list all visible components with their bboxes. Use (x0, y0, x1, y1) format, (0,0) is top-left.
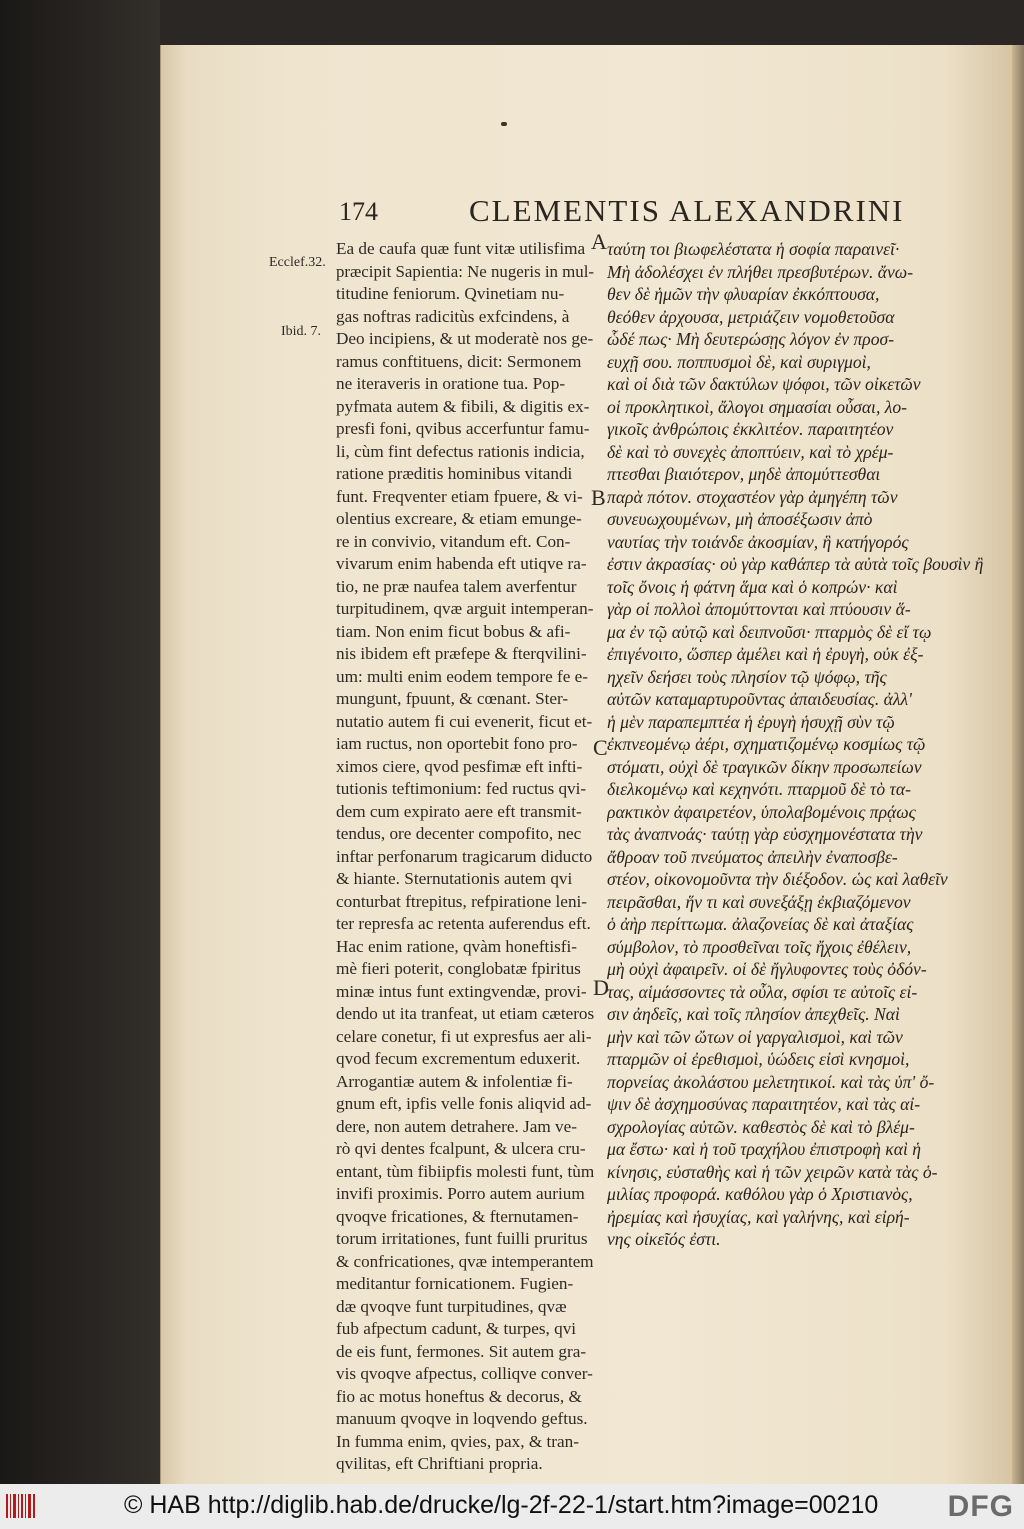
greek-line: στόματι, οὐχὶ δὲ τραγικῶν δίκην προσωπείων (607, 756, 922, 777)
greek-line: ὁ ἀὴρ περίττωμα. ἀλαζονείας δὲ καὶ ἀταξίας (607, 914, 914, 934)
latin-line: presfi foni, qvibus accerfuntur famu- (336, 419, 590, 438)
greek-line: μα ἔστω· καὶ ἡ τοῦ τραχήλου ἐπιστροφὴ καὶ ἡ (607, 1139, 921, 1159)
greek-line: ἐκπνεομένῳ ἀέρι, σχηματιζομένῳ κοσμίως τῷ (607, 734, 926, 754)
greek-line: ὧδέ πως· Μὴ δευτερώσῃς λόγον ἐν προσ- (607, 329, 895, 349)
latin-line: qvod fecum excrementum eduxerit. (336, 1049, 581, 1068)
greek-line: σχρολογίας αὐτῶν. καθεστὸς δὲ καὶ τὸ βλέμ- (607, 1116, 915, 1137)
latin-line: nutatio autem fi cui evenerit, ficut et- (336, 711, 593, 731)
latin-column (336, 238, 594, 1476)
latin-line: dendo ut ita tranfeat, ut etiam cæteros (336, 1004, 595, 1023)
latin-line: gnum eft, ipfis velle fonis aliqvid ad- (336, 1094, 592, 1113)
greek-line: πτεσθαι βιαιότερον, μηδὲ ἀπομύττεσθαι (607, 464, 881, 484)
scan-background (0, 0, 160, 1484)
latin-line: pyfmata autem & fibili, & digitis ex- (336, 396, 590, 416)
latin-line: fub afpectum cadunt, & turpes, qvi (336, 1319, 577, 1338)
greek-line: συνευωχουμένων, μὴ ἀποσέξωσιν ἀπὸ (607, 509, 873, 529)
latin-line: iam ructus, non oportebit fono pro- (336, 734, 578, 753)
latin-line: ter represfa ac retenta auferendus eft. (336, 914, 591, 933)
greek-line: Μὴ ἀδολέσχει ἐν πλήθει πρεσβυτέρων. ἄνω- (607, 261, 914, 282)
greek-line: τοῖς ὄνοις ἡ φάτνη ἅμα καὶ ὁ κοπρών· καὶ (607, 576, 898, 597)
margin-note: Ecclef.32. (269, 255, 326, 270)
greek-line: ἐπιγένοιτο, ὥσπερ ἀμέλει καὶ ἡ ἐρυγὴ, οὐκ ἐξ- (607, 644, 924, 664)
greek-line: τὰς ἀναπνοάς· ταύτῃ γὰρ εὐσχημονέστατα τὴν (607, 824, 923, 844)
section-letter: D (593, 975, 609, 1000)
greek-line: γὰρ οἱ πολλοὶ ἀπομύττονται καὶ πτύουσιν ἅ- (607, 599, 911, 619)
greek-line: κίνησις, εὐσταθὴς καὶ ἡ τῶν χειρῶν κατὰ τὰς ὁ- (607, 1161, 938, 1182)
latin-line: invifi proximis. Porro autem aurium (336, 1184, 585, 1203)
greek-line: μιλίας προφορά. καθόλου γὰρ ὁ Χριστιανὸς, (607, 1184, 913, 1204)
greek-line: γικοῖς ἀνθρώποις ἐκκλιτέον. παραιτητέον (607, 419, 894, 439)
book-page (160, 45, 1013, 1484)
latin-line: mè fieri poterit, conglobatæ fpiritus (336, 959, 581, 978)
greek-line: παρὰ πότον. στοχαστέον γὰρ ἀμηγέπη τῶν (607, 486, 898, 507)
latin-line: fio ac motus honeftus & decorus, & (336, 1386, 582, 1406)
greek-line: ναυτίας τὴν τοιάνδε ἀκοσμίαν, ἣ κατήγορός (607, 531, 909, 552)
dfg-logo: DFG (947, 1490, 1014, 1523)
latin-line: Ea de caufa quæ funt vitæ utilisfima (336, 239, 586, 258)
latin-line: tutionis teftimonium: fed ructus qvi- (336, 779, 587, 798)
footer-bar (0, 1484, 1024, 1529)
greek-line: ἡ μὲν παραπεμπτέα ἡ ἐρυγὴ ἡσυχῇ σὺν τῷ (607, 711, 895, 732)
greek-line: θεόθεν ἀρχουσα, μετριάζειν νομοθετοῦσα (607, 306, 895, 327)
latin-line: celare conetur, fi ut expresfus aer ali- (336, 1026, 592, 1046)
greek-line: σύμβολον, τὸ προσθεῖναι τοῖς ἤχοις ἐθέλειν, (607, 936, 912, 957)
greek-line: ταύτη τοι βιωφελέστατα ἡ σοφία παραινεῖ· (607, 239, 900, 259)
page-number: 174 (339, 197, 378, 226)
latin-line: meditantur fornicationem. Fugien- (336, 1274, 574, 1293)
greek-line: μὴ οὐχὶ ἀφαιρεῖν. οἱ δὲ ἤγλυφοντες τοὺς ὀδόν- (607, 959, 927, 979)
greek-line: ευχῇ σου. ποππυσμοὶ δὲ, καὶ συριγμοὶ, (607, 351, 871, 372)
latin-line: & hiante. Sternutationis autem qvi (336, 869, 573, 888)
latin-line: nis ibidem eft præfepe & fterqvilini- (336, 644, 587, 663)
ink-speck (501, 122, 507, 126)
footer-credit-link[interactable]: © HAB http://diglib.hab.de/drucke/lg-2f-22-1/start.htm?image=00210 (124, 1491, 879, 1519)
greek-line: θεν δὲ ἡμῶν τὴν φλυαρίαν ἐκκόπτουσα, (607, 284, 880, 304)
greek-line: ηχεῖν δεήσει τοὺς πλησίον τῷ ψόφῳ, τῆς (607, 666, 887, 687)
greek-line: διελκομένῳ καὶ κεχηνότι. πταρμοῦ δὲ τὸ τα- (607, 779, 911, 799)
greek-line: αὐτῶν καταμαρτυροῦντας ἀπαιδευσίας. ἀλλ' (607, 689, 912, 709)
latin-line: funt. Freqventer etiam fpuere, & vi- (336, 486, 583, 506)
greek-line: πταρμῶν οἱ ἐρεθισμοὶ, ὑώδεις εἰσὶ κνησμοὶ, (607, 1049, 910, 1069)
greek-line: ἠρεμίας καὶ ἡσυχίας, καὶ γαλήνης, καὶ εἰρή- (607, 1206, 910, 1227)
latin-line: de eis funt, fermones. Sit autem gra- (336, 1341, 587, 1361)
greek-line: ψιν δὲ ἀσχημοσύνας παραιτητέον, καὶ τὰς αἰ- (607, 1094, 921, 1114)
latin-line: rò qvi dentes fcalpunt, & ulcera cru- (336, 1139, 586, 1158)
greek-line: σιν ἀηδεῖς, καὶ τοῖς πλησίον ἀπεχθεῖς. Ναὶ (607, 1004, 900, 1024)
latin-line: vis qvoqve afpectus, colliqve conver- (336, 1364, 593, 1383)
page-title: CLEMENTIS ALEXANDRINI (469, 193, 905, 228)
latin-line: vivarum enim habenda eft utiqve ra- (336, 554, 587, 573)
greek-line: ἄθροαν τοῦ πνεύματος ἀπειλὴν ἐναποσβε- (607, 846, 898, 867)
latin-line: olentius excreare, & etiam emunge- (336, 509, 582, 528)
greek-line: στέον, οἰκονομοῦντα τὴν διέξοδον. ὡς καὶ λαθεῖν (607, 869, 948, 889)
latin-line: ximos ciere, qvod pesfimæ eft infti- (336, 756, 583, 776)
latin-line: conturbat ftrepitus, refpiratione leni- (336, 891, 588, 911)
latin-line: dere, non autem detrahere. Jam ve- (336, 1116, 577, 1136)
latin-line: turpitudinem, qvæ arguit intemperan- (336, 599, 594, 618)
greek-line: δὲ καὶ τὸ συνεχὲς ἀποπτύειν, καὶ τὸ χρέμ- (607, 441, 894, 462)
latin-line: dem cum expirato aere eft transmit- (336, 801, 582, 821)
running-head (161, 193, 1013, 233)
greek-line: πορνείας ἀκολάστου μελετητικοί. καὶ τὰς ὑπ' ὄ- (607, 1071, 935, 1092)
latin-line: Hac enim ratione, qvàm honeftisfi- (336, 936, 578, 956)
margin-note: Ibid. 7. (281, 324, 322, 339)
latin-line: entant, tùm fibiipfis molesti funt, tùm (336, 1161, 594, 1181)
latin-line: torum irritationes, funt fuilli pruritus (336, 1229, 588, 1248)
greek-line: οἱ προκλητικοὶ, ἄλογοι σημασίαι οὖσαι, λο- (607, 396, 908, 417)
greek-line: νης οἰκεῖός ἐστι. (607, 1229, 721, 1249)
latin-line: inftar perfonarum tragicarum diducto (336, 846, 593, 866)
latin-line: dæ qvoqve funt turpitudines, qvæ (336, 1296, 567, 1316)
latin-line: tio, ne præ naufea talem averfentur (336, 576, 577, 596)
greek-line: ἐστιν ἀκρασίας· οὐ γὰρ καθάπερ τὰ αὐτὰ τοῖς βουσὶν ἢ (607, 554, 984, 574)
latin-line: In fumma enim, qvies, pax, & tran- (336, 1431, 579, 1451)
greek-line: μὴν καὶ τῶν ὤτων οἱ γαργαλισμοὶ, καὶ τῶν (607, 1026, 903, 1047)
section-letter: C (593, 735, 608, 760)
barcode-icon (6, 1492, 36, 1520)
section-letter: B (591, 485, 606, 510)
latin-line: um: multi enim eodem tempore fe e- (336, 666, 589, 686)
latin-line: ratione præditis hominibus vitandi (336, 464, 573, 483)
greek-column (607, 238, 1024, 1251)
greek-line: καὶ οἱ διὰ τῶν δακτύλων ψόφοι, τῶν οἰκετῶν (607, 374, 921, 394)
latin-line: ramus conftituens, dicit: Sermonem (336, 351, 582, 371)
latin-line: ne iteraveris in oratione tua. Pop- (336, 374, 566, 393)
latin-line: titudine feniorum. Qvinetiam nu- (336, 284, 565, 303)
latin-line: tendus, ore decenter compofito, nec (336, 824, 582, 843)
latin-line: Arrogantiæ autem & infolentiæ fi- (336, 1071, 573, 1091)
page-edge (1012, 45, 1024, 1484)
greek-line: πειρᾶσθαι, ἥν τι καὶ συνεξάξῃ ἐκβιαζόμενον (607, 891, 911, 912)
latin-line: manuum qvoqve in loqvendo geftus. (336, 1409, 588, 1428)
latin-line: minæ intus funt extingvendæ, provi- (336, 981, 587, 1001)
latin-line: re in convivio, vitandum eft. Con- (336, 531, 571, 551)
latin-line: gas noftras radicitùs exfcindens, à (336, 306, 570, 326)
latin-line: qvoqve fricationes, & fternutamen- (336, 1206, 579, 1226)
greek-line: μα ἐν τῷ αὐτῷ καὶ δειπνοῦσι· πταρμὸς δὲ εἴ τῳ (607, 621, 932, 642)
latin-line: tiam. Non enim ficut bobus & afi- (336, 621, 571, 641)
latin-line: & confricationes, qvæ intemperantem (336, 1251, 594, 1271)
latin-line: Deo incipiens, & ut moderatè nos ge- (336, 329, 594, 348)
greek-line: ρακτικὸν ἀφαιρετέον, ὑπολαβομένοις πρᾴως (607, 801, 916, 822)
latin-line: li, cùm fint defectus rationis indicia, (336, 441, 585, 461)
latin-line: mungunt, fpuunt, & cœnant. Ster- (336, 689, 569, 708)
greek-line: τας, αἱμάσσοντες τὰ οὖλα, σφίσι τε αὐτοῖς εἰ- (607, 981, 918, 1002)
latin-line: qvilitas, eft Chriftiani propria. (336, 1454, 543, 1473)
latin-line: præcipit Sapientia: Ne nugeris in mul- (336, 261, 595, 281)
section-letter: A (591, 229, 607, 254)
